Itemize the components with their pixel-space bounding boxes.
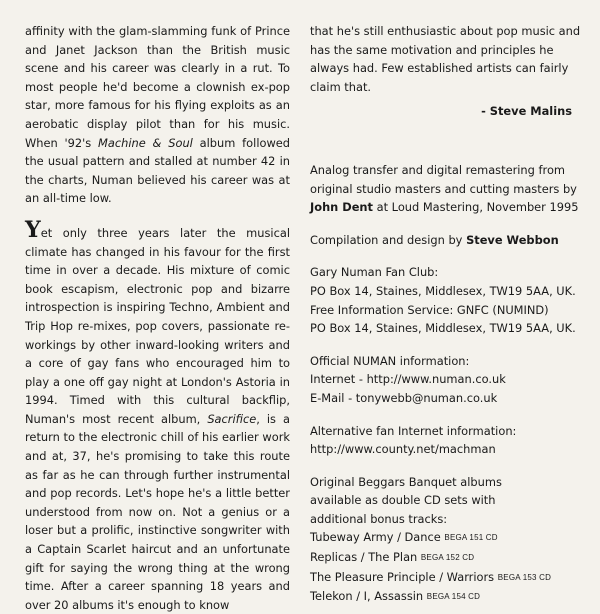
info-line: Gary Numan Fan Club:	[310, 265, 439, 280]
info-line: PO Box 14, Staines, Middlesex, TW19 5AA, UK.	[310, 321, 576, 336]
alternative-info	[310, 422, 582, 459]
left-column	[25, 22, 290, 614]
catalogue-number: BEGA 154 CD	[426, 592, 481, 602]
bold-name: John Dent	[310, 200, 373, 215]
album-list	[310, 528, 582, 606]
mastering-credit	[310, 161, 582, 217]
info-line: Official NUMAN information:	[310, 353, 470, 368]
intro-paragraph	[25, 22, 290, 208]
text-run: Analog transfer and digital remastering from original studio masters and cutting masters by	[310, 162, 577, 196]
album-title: Tubeway Army / Dance	[310, 530, 445, 545]
text-run: affinity with the glam-slamming funk of Prince and Janet Jackson than the British music scene and his career was clearly in a rut. To most people he'd become a clownish ex-pop star, more famous for his flying exploits as an aerobatic display pilot than for his music. When '92's	[25, 24, 290, 150]
info-line: Alternative fan Internet information:	[310, 423, 517, 438]
closing-paragraph: that he's still enthusiastic about pop music and has the same motivation and principles he always had. Few established artists can fairly claim that.	[310, 24, 581, 94]
text-run: album followed the usual pattern and stalled at number 42 in the charts, Numan believed his career was at an all-time low.	[25, 135, 291, 206]
info-line: http://www.county.net/machman	[310, 442, 496, 457]
text-run: at Loud Mastering, November 1995	[372, 200, 579, 215]
info-line: available as double CD sets with	[310, 493, 496, 508]
info-line: Internet - http://www.numan.co.uk	[310, 372, 506, 387]
album-item	[310, 587, 582, 607]
info-line: Original Beggars Banquet albums	[310, 474, 502, 489]
text-run: Compilation and design by	[310, 232, 467, 247]
album-title: Telekon / I, Assassin	[310, 589, 427, 604]
info-line: additional bonus tracks:	[310, 511, 448, 526]
official-info	[310, 352, 582, 408]
catalogue-number: BEGA 153 CD	[497, 572, 552, 582]
info-line: Free Information Service: GNFC (NUMIND)	[310, 302, 549, 317]
album-item	[310, 528, 582, 548]
text-run: , is a return to the electronic chill of his earlier work and at, 37, he's promising to take this route as far as he can through further instrumental and pop records. Let's hope he's a little better understood from now on. Not a genius or a loser but a prolific, instinctive songwriter with a Captain Scarlet haircut and an unfortunate gift for saying the wrong thing at the wrong time. After a career spanning 18 years and over 20 albums it's enough to know	[25, 411, 290, 612]
album-title: Replicas / The Plan	[310, 550, 421, 565]
album-item	[310, 548, 582, 568]
info-line: E-Mail - tonywebb@numan.co.uk	[310, 390, 498, 405]
italic-title: Sacrifice	[207, 411, 257, 426]
drop-cap: Y	[25, 216, 41, 243]
text-run: et only three years later the musical climate has changed in his favour for the first time in over a decade. His mixture of comic book escapism, electronic pop and bizarre introspection is inspiring Techno, Ambient and Trip Hop re-mixes, pop covers, passionate re-workings by other inward-looking writers and a core of gay fans who encouraged him to play a one off gay night at London's Astoria in 1994. Timed with this cultural backflip, Numan's most recent album,	[25, 225, 290, 426]
author-signature: - Steve Malins	[481, 104, 572, 119]
italic-title: Machine & Soul	[98, 135, 193, 150]
fan-club-info	[310, 263, 582, 337]
album-item	[310, 568, 582, 588]
main-paragraph	[25, 216, 290, 614]
compilation-credit	[310, 231, 582, 250]
catalogue-number: BEGA 152 CD	[420, 553, 475, 563]
bold-name: Steve Webbon	[466, 232, 559, 247]
album-title: The Pleasure Principle / Warriors	[310, 569, 498, 584]
main-paragraph-text	[25, 226, 290, 612]
albums-intro	[310, 473, 582, 529]
catalogue-number: BEGA 151 CD	[444, 533, 498, 543]
info-line: PO Box 14, Staines, Middlesex, TW19 5AA, UK.	[310, 283, 576, 298]
right-column	[310, 22, 582, 607]
